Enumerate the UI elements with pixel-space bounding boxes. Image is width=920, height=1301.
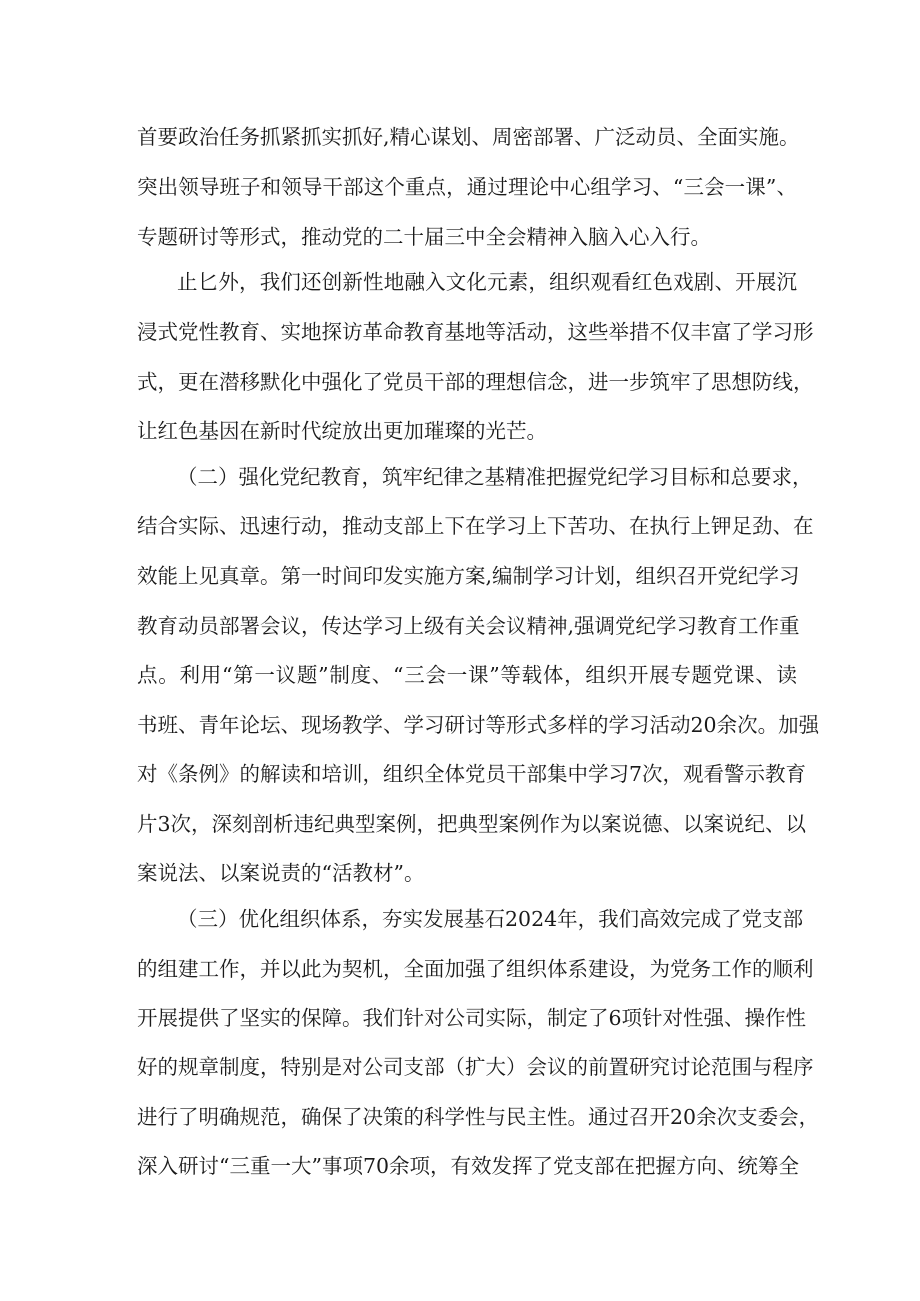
text-line: 专题研讨等形式，推动党的二十届三中全会精神入脑入心入行。 <box>137 225 711 249</box>
text-line: 突出领导班子和领导干部这个重点，通过理论中心组学习、“三会一课”、 <box>137 175 797 199</box>
text-line: 结合实际、迅速行动，推动支部上下在学习上下苦功、在执行上钾足劲、在 <box>137 514 814 538</box>
text-line: 让红色基因在新时代绽放出更加璀璨的光芒。 <box>137 419 547 443</box>
text-line: 好的规章制度，特别是对公司支部（扩大）会议的前置研究讨论范围与程序 <box>137 1055 814 1079</box>
text-line: 点。利用“第一议题”制度、“三会一课”等载体，组织开展专题党课、读 <box>137 663 797 687</box>
text-line: 书班、青年论坛、现场教学、学习研讨等形式多样的学习活动20余次。加强 <box>137 713 820 737</box>
text-line: （三）优化组织体系，夯实发展基石2024年，我们高效完成了党支部 <box>177 907 804 931</box>
text-line: 案说法、以案说责的“活教材”。 <box>137 861 425 885</box>
text-line: 效能上见真章。第一时间印发实施方案,编制学习计划，组织召开党纪学习 <box>137 564 800 588</box>
text-line: 教育动员部署会议，传达学习上级有关会议精神,强调党纪学习教育工作重 <box>137 614 800 638</box>
text-line: 对《条例》的解读和培训，组织全体党员干部集中学习7次，观看警示教育 <box>137 762 807 786</box>
text-line: 开展提供了坚实的保障。我们针对公司实际，制定了6项针对性强、操作性 <box>137 1006 807 1030</box>
text-line: 浸式党性教育、实地探访革命教育基地等活动，这些举措不仅丰富了学习形 <box>137 320 814 344</box>
text-line: 片3次，深刻剖析违纪典型案例，把典型案例作为以案说德、以案说纪、以 <box>137 812 807 836</box>
text-line: 止匕外，我们还创新性地融入文化元素，组织观看红色戏剧、开展沉 <box>177 270 797 294</box>
text-line: 首要政治任务抓紧抓实抓好,精心谋划、周密部署、广泛动员、全面实施。 <box>137 125 800 149</box>
text-line: 式，更在潜移默化中强化了党员干部的理想信念，进一步筑牢了思想防线， <box>137 370 814 394</box>
text-line: （二）强化党纪教育，筑牢纪律之基精准把握党纪学习目标和总要求， <box>177 465 813 489</box>
text-line: 进行了明确规范，确保了决策的科学性与民主性。通过召开20余次支委会， <box>137 1105 820 1129</box>
text-line: 深入研讨“三重一大”事项70余项，有效发挥了党支部在把握方向、统筹全 <box>137 1154 800 1178</box>
text-line: 的组建工作，并以此为契机，全面加强了组织体系建设，为党务工作的顺利 <box>137 957 814 981</box>
